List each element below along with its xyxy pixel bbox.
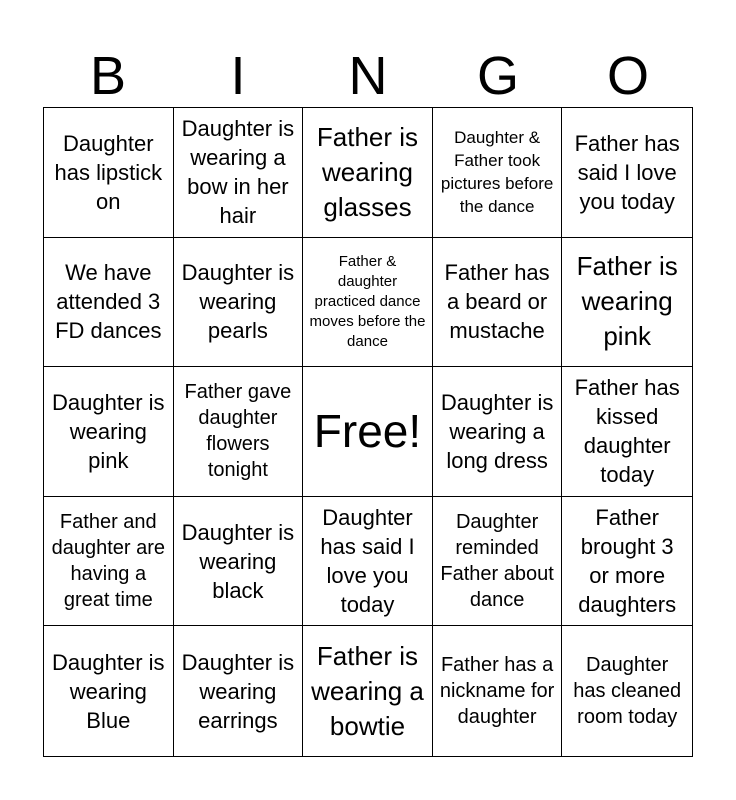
bingo-cell[interactable] xyxy=(44,626,174,756)
cell-text: Father and daughter are having a great time xyxy=(51,511,165,612)
bingo-card-grid xyxy=(43,107,693,757)
bingo-cell[interactable] xyxy=(174,497,304,627)
cell-text: Daughter is wearing black xyxy=(181,519,295,603)
bingo-cell[interactable] xyxy=(303,626,433,756)
cell-text: Father brought 3 or more daughters xyxy=(578,505,677,618)
cell-text: Father gave daughter flowers tonight xyxy=(184,381,292,482)
bingo-cell[interactable] xyxy=(433,497,563,627)
cell-text: Father has said I love you today xyxy=(574,130,680,214)
cell-text: Daughter has cleaned room today xyxy=(573,654,682,729)
cell-text: Daughter is wearing a bow in her hair xyxy=(181,116,295,229)
bingo-cell[interactable] xyxy=(44,108,174,238)
cell-text: Daughter has said I love you today xyxy=(320,505,415,618)
bingo-cell[interactable] xyxy=(433,108,563,238)
bingo-cell[interactable] xyxy=(174,108,304,238)
bingo-cell[interactable] xyxy=(44,238,174,368)
bingo-header xyxy=(43,44,693,108)
bingo-cell[interactable] xyxy=(562,367,692,497)
header-letter-i: I xyxy=(230,46,246,106)
bingo-cell[interactable] xyxy=(44,367,174,497)
bingo-cell[interactable] xyxy=(562,238,692,368)
cell-text: Daughter is wearing earrings xyxy=(181,649,295,733)
bingo-cell[interactable] xyxy=(562,626,692,756)
cell-text: Father has kissed daughter today xyxy=(574,375,680,488)
cell-text: Daughter is wearing pink xyxy=(52,389,165,473)
bingo-cell[interactable] xyxy=(303,108,433,238)
cell-text: Free! xyxy=(313,405,422,458)
bingo-cell[interactable] xyxy=(303,497,433,627)
header-letter-n: N xyxy=(348,46,388,106)
cell-text: Father has a beard or mustache xyxy=(444,260,550,344)
cell-text: Daughter reminded Father about dance xyxy=(440,511,554,612)
cell-text: Father & daughter practiced dance moves before the dance xyxy=(309,252,426,350)
cell-text: Father has a nickname for daughter xyxy=(439,654,555,729)
bingo-cell[interactable] xyxy=(433,238,563,368)
header-letter-b: B xyxy=(89,46,127,106)
bingo-cell[interactable] xyxy=(174,238,304,368)
cell-text: We have attended 3 FD dances xyxy=(55,260,162,344)
cell-text: Father is wearing glasses xyxy=(316,121,419,222)
bingo-cell[interactable] xyxy=(433,626,563,756)
cell-text: Daughter is wearing a long dress xyxy=(440,389,554,473)
header-letter-o: O xyxy=(606,46,649,106)
cell-text: Father is wearing a bowtie xyxy=(311,640,424,741)
header-letter-g: G xyxy=(476,46,519,106)
bingo-cell[interactable] xyxy=(303,238,433,368)
bingo-cell[interactable] xyxy=(562,108,692,238)
bingo-cell[interactable] xyxy=(562,497,692,627)
cell-text: Father is wearing pink xyxy=(576,251,678,352)
bingo-cell[interactable] xyxy=(433,367,563,497)
cell-text: Daughter & Father took pictures before the dance xyxy=(440,128,554,217)
bingo-cell[interactable] xyxy=(44,497,174,627)
free-space-cell[interactable] xyxy=(303,367,433,497)
cell-text: Daughter is wearing Blue xyxy=(52,649,165,733)
bingo-cell[interactable] xyxy=(174,626,304,756)
bingo-cell[interactable] xyxy=(174,367,304,497)
cell-text: Daughter is wearing pearls xyxy=(181,260,295,344)
cell-text: Daughter has lipstick on xyxy=(54,130,163,214)
